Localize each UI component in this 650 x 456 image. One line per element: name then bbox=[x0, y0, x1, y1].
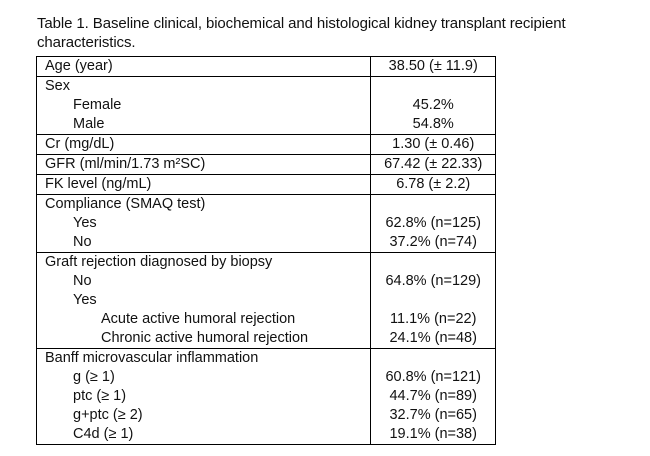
row-label: g (≥ 1) bbox=[37, 368, 371, 387]
table-row bbox=[37, 155, 496, 175]
row-label: Compliance (SMAQ test) bbox=[37, 195, 371, 215]
table-row bbox=[37, 77, 496, 97]
row-label: g+ptc (≥ 2) bbox=[37, 406, 371, 425]
row-label: Male bbox=[37, 115, 371, 135]
row-label: ptc (≥ 1) bbox=[37, 387, 371, 406]
row-label: Chronic active humoral rejection bbox=[37, 329, 371, 349]
table-row bbox=[37, 272, 496, 291]
table-row bbox=[37, 387, 496, 406]
table-row bbox=[37, 135, 496, 155]
row-label: GFR (ml/min/1.73 m²SC) bbox=[37, 155, 371, 175]
row-value: 54.8% bbox=[371, 115, 496, 135]
row-value: 11.1% (n=22) bbox=[371, 310, 496, 329]
table-row bbox=[37, 195, 496, 215]
row-value: 64.8% (n=129) bbox=[371, 272, 496, 291]
row-label: FK level (ng/mL) bbox=[37, 175, 371, 195]
table-row bbox=[37, 291, 496, 310]
row-label: Sex bbox=[37, 77, 371, 97]
table-row bbox=[37, 349, 496, 369]
table-row bbox=[37, 214, 496, 233]
table-row bbox=[37, 233, 496, 253]
row-value: 67.42 (± 22.33) bbox=[371, 155, 496, 175]
row-value: 62.8% (n=125) bbox=[371, 214, 496, 233]
table-row bbox=[37, 310, 496, 329]
row-value bbox=[371, 291, 496, 310]
row-label: Yes bbox=[37, 214, 371, 233]
table-row bbox=[37, 96, 496, 115]
row-label: Acute active humoral rejection bbox=[37, 310, 371, 329]
row-value: 44.7% (n=89) bbox=[371, 387, 496, 406]
table-row bbox=[37, 115, 496, 135]
row-value: 19.1% (n=38) bbox=[371, 425, 496, 445]
row-value bbox=[371, 253, 496, 273]
row-label: Banff microvascular inflammation bbox=[37, 349, 371, 369]
row-label: Female bbox=[37, 96, 371, 115]
row-label: Graft rejection diagnosed by biopsy bbox=[37, 253, 371, 273]
row-label: Cr (mg/dL) bbox=[37, 135, 371, 155]
row-label: Yes bbox=[37, 291, 371, 310]
row-value: 24.1% (n=48) bbox=[371, 329, 496, 349]
row-value bbox=[371, 349, 496, 369]
row-value: 45.2% bbox=[371, 96, 496, 115]
row-value: 37.2% (n=74) bbox=[371, 233, 496, 253]
table-row bbox=[37, 253, 496, 273]
row-value: 1.30 (± 0.46) bbox=[371, 135, 496, 155]
table-caption: Table 1. Baseline clinical, biochemical and histological kidney transplant recipient characteristics. bbox=[37, 15, 566, 51]
row-value: 6.78 (± 2.2) bbox=[371, 175, 496, 195]
table-row bbox=[37, 425, 496, 445]
row-value: 32.7% (n=65) bbox=[371, 406, 496, 425]
table-row bbox=[37, 406, 496, 425]
table-row bbox=[37, 329, 496, 349]
row-label: No bbox=[37, 233, 371, 253]
row-label: Age (year) bbox=[37, 57, 371, 77]
table-row bbox=[37, 368, 496, 387]
row-label: C4d (≥ 1) bbox=[37, 425, 371, 445]
row-value: 38.50 (± 11.9) bbox=[371, 57, 496, 77]
row-value bbox=[371, 77, 496, 97]
row-value: 60.8% (n=121) bbox=[371, 368, 496, 387]
row-value bbox=[371, 195, 496, 215]
row-label: No bbox=[37, 272, 371, 291]
characteristics-table bbox=[36, 56, 496, 445]
table-row bbox=[37, 175, 496, 195]
table-row bbox=[37, 57, 496, 77]
